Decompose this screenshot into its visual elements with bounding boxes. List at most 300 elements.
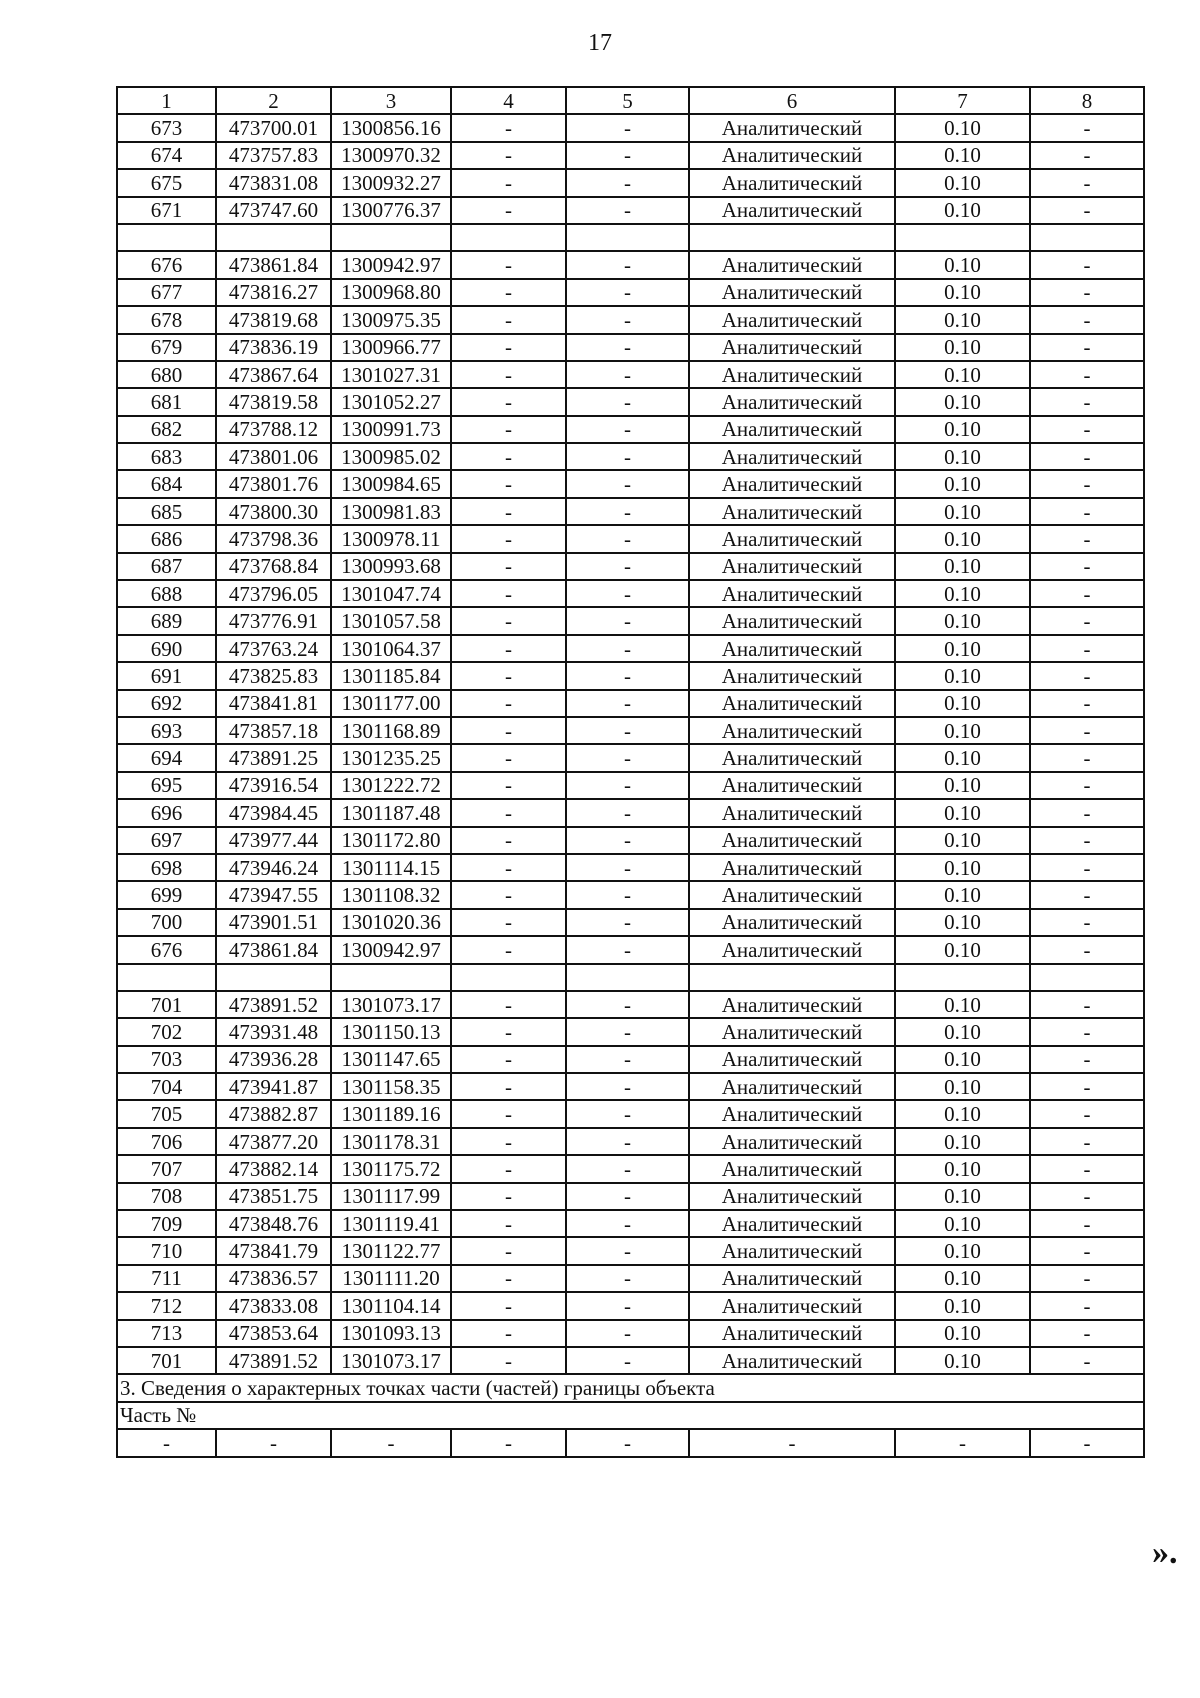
table-cell: Аналитический	[689, 388, 895, 415]
table-cell: 0.10	[895, 827, 1030, 854]
table-cell: 1300991.73	[331, 416, 451, 443]
table-cell: 473882.14	[216, 1155, 331, 1182]
table-cell: 0.10	[895, 388, 1030, 415]
coordinates-table	[116, 86, 1145, 1458]
table-cell: -	[1030, 1018, 1144, 1045]
table-cell: -	[1030, 991, 1144, 1018]
table-cell: Аналитический	[689, 251, 895, 278]
table-cell: -	[566, 361, 689, 388]
table-row	[117, 1347, 1144, 1374]
table-cell: -	[566, 690, 689, 717]
table-cell: 473861.84	[216, 936, 331, 963]
table-cell: 473947.55	[216, 881, 331, 908]
table-cell: 1301111.20	[331, 1265, 451, 1292]
table-cell: -	[566, 607, 689, 634]
table-cell	[331, 964, 451, 991]
table-cell: Аналитический	[689, 854, 895, 881]
table-cell: -	[451, 1292, 566, 1319]
table-cell: -	[451, 881, 566, 908]
table-cell: -	[689, 1429, 895, 1456]
table-cell: -	[117, 1429, 216, 1456]
table-cell: Аналитический	[689, 525, 895, 552]
table-cell: 473816.27	[216, 279, 331, 306]
table-cell: Аналитический	[689, 306, 895, 333]
table-cell: Аналитический	[689, 361, 895, 388]
table-cell: 694	[117, 744, 216, 771]
table-row	[117, 169, 1144, 196]
table-cell: -	[1030, 498, 1144, 525]
table-cell: 699	[117, 881, 216, 908]
table-cell: -	[566, 1100, 689, 1127]
table-cell: 1300966.77	[331, 334, 451, 361]
table-row	[117, 142, 1144, 169]
table-cell: -	[566, 1320, 689, 1347]
table-cell: 685	[117, 498, 216, 525]
table-cell: -	[451, 580, 566, 607]
table-cell: 1300942.97	[331, 936, 451, 963]
table-cell: Аналитический	[689, 416, 895, 443]
table-cell: Аналитический	[689, 1155, 895, 1182]
table-cell: 8	[1030, 87, 1144, 114]
table-cell: -	[566, 772, 689, 799]
table-cell: Аналитический	[689, 662, 895, 689]
table-cell: -	[566, 1073, 689, 1100]
table-cell: 706	[117, 1128, 216, 1155]
table-cell: -	[451, 553, 566, 580]
table-cell: 1301122.77	[331, 1237, 451, 1264]
table-cell: 0.10	[895, 169, 1030, 196]
table-cell: -	[1030, 662, 1144, 689]
table-cell: -	[566, 388, 689, 415]
table-row	[117, 827, 1144, 854]
table-cell	[451, 224, 566, 251]
table-cell: 0.10	[895, 909, 1030, 936]
table-cell: 0.10	[895, 498, 1030, 525]
table-cell: 1301172.80	[331, 827, 451, 854]
table-cell: -	[1030, 1265, 1144, 1292]
table-cell: 473882.87	[216, 1100, 331, 1127]
table-cell: 0.10	[895, 306, 1030, 333]
table-cell: -	[1030, 553, 1144, 580]
table-cell: 473763.24	[216, 635, 331, 662]
table-cell: -	[1030, 416, 1144, 443]
table-cell: 1301114.15	[331, 854, 451, 881]
table-cell: -	[451, 1429, 566, 1456]
table-cell: 0.10	[895, 1073, 1030, 1100]
table-cell: 0.10	[895, 416, 1030, 443]
table-cell: 676	[117, 251, 216, 278]
table-cell: 1300856.16	[331, 114, 451, 141]
table-cell: -	[451, 1046, 566, 1073]
table-cell: -	[1030, 388, 1144, 415]
table-cell: -	[566, 580, 689, 607]
table-cell: -	[1030, 1347, 1144, 1374]
table-cell: 1301073.17	[331, 991, 451, 1018]
table-cell: -	[1030, 1292, 1144, 1319]
empty-part-row	[117, 1429, 1144, 1456]
table-cell: -	[566, 1292, 689, 1319]
table-cell: Аналитический	[689, 1292, 895, 1319]
table-row	[117, 306, 1144, 333]
table-cell: -	[566, 909, 689, 936]
table-cell: -	[1030, 772, 1144, 799]
table-cell: 1	[117, 87, 216, 114]
table-cell: 473901.51	[216, 909, 331, 936]
table-cell: 0.10	[895, 991, 1030, 1018]
closing-quote-mark: ».	[1152, 1534, 1178, 1571]
table-cell: Аналитический	[689, 909, 895, 936]
table-cell: 1301093.13	[331, 1320, 451, 1347]
table-cell: 473857.18	[216, 717, 331, 744]
table-cell: -	[566, 1155, 689, 1182]
table-cell: Аналитический	[689, 1210, 895, 1237]
table-cell: 473836.57	[216, 1265, 331, 1292]
table-row	[117, 1128, 1144, 1155]
table-cell: 1300978.11	[331, 525, 451, 552]
table-row	[117, 1265, 1144, 1292]
table-cell: 1301104.14	[331, 1292, 451, 1319]
table-cell: 0.10	[895, 1265, 1030, 1292]
table-cell: Аналитический	[689, 114, 895, 141]
table-cell: Аналитический	[689, 334, 895, 361]
table-cell: -	[566, 1347, 689, 1374]
table-cell: 473931.48	[216, 1018, 331, 1045]
table-row	[117, 854, 1144, 881]
table-cell: -	[1030, 580, 1144, 607]
table-cell: -	[216, 1429, 331, 1456]
table-row	[117, 224, 1144, 251]
table-cell: -	[566, 1046, 689, 1073]
table-cell: 473831.08	[216, 169, 331, 196]
table-cell: 0.10	[895, 197, 1030, 224]
table-cell: 684	[117, 470, 216, 497]
table-cell: -	[566, 881, 689, 908]
table-cell: 473836.19	[216, 334, 331, 361]
table-row	[117, 690, 1144, 717]
table-cell: 0.10	[895, 717, 1030, 744]
table-row	[117, 1155, 1144, 1182]
table-row	[117, 744, 1144, 771]
table-cell: 701	[117, 991, 216, 1018]
table-cell	[1030, 964, 1144, 991]
table-cell: Аналитический	[689, 744, 895, 771]
table-cell: 693	[117, 717, 216, 744]
table-cell: -	[1030, 279, 1144, 306]
table-cell: 1300981.83	[331, 498, 451, 525]
table-cell: 1300985.02	[331, 443, 451, 470]
table-row	[117, 279, 1144, 306]
table-cell: -	[1030, 334, 1144, 361]
table-cell: 473941.87	[216, 1073, 331, 1100]
table-cell: -	[451, 854, 566, 881]
table-cell: -	[451, 690, 566, 717]
table-cell: -	[1030, 799, 1144, 826]
table-row	[117, 1100, 1144, 1127]
table-cell: -	[566, 251, 689, 278]
table-cell: 676	[117, 936, 216, 963]
table-cell: 473891.25	[216, 744, 331, 771]
table-cell: -	[451, 607, 566, 634]
table-cell: 0.10	[895, 1320, 1030, 1347]
column-number-row	[117, 87, 1144, 114]
table-cell: Аналитический	[689, 1046, 895, 1073]
table-cell: 1300968.80	[331, 279, 451, 306]
table-cell: 473788.12	[216, 416, 331, 443]
table-cell: 0.10	[895, 854, 1030, 881]
table-cell: -	[451, 388, 566, 415]
table-cell: -	[451, 443, 566, 470]
table-cell: 473747.60	[216, 197, 331, 224]
table-cell: 0.10	[895, 1183, 1030, 1210]
table-cell: -	[1030, 1237, 1144, 1264]
table-cell	[117, 224, 216, 251]
table-cell: -	[451, 1347, 566, 1374]
table-cell: 473819.68	[216, 306, 331, 333]
table-cell: 700	[117, 909, 216, 936]
table-cell: -	[331, 1429, 451, 1456]
table-cell	[689, 224, 895, 251]
table-cell: -	[1030, 827, 1144, 854]
table-cell: 0.10	[895, 279, 1030, 306]
table-cell: 3	[331, 87, 451, 114]
table-cell: -	[1030, 1128, 1144, 1155]
table-cell: 0.10	[895, 580, 1030, 607]
table-cell: -	[1030, 690, 1144, 717]
table-cell: 675	[117, 169, 216, 196]
table-cell	[566, 964, 689, 991]
table-cell: -	[1030, 142, 1144, 169]
table-cell: 683	[117, 443, 216, 470]
table-cell: 0.10	[895, 744, 1030, 771]
table-row	[117, 936, 1144, 963]
table-cell: 1301177.00	[331, 690, 451, 717]
section-title-row-text: 3. Сведения о характерных точках части (частей) границы объекта	[117, 1374, 1144, 1401]
table-cell: 1300984.65	[331, 470, 451, 497]
table-cell: 473825.83	[216, 662, 331, 689]
table-cell: -	[566, 662, 689, 689]
table-cell: 1301185.84	[331, 662, 451, 689]
table-cell: -	[451, 1128, 566, 1155]
table-cell: Аналитический	[689, 1237, 895, 1264]
table-cell: -	[451, 1155, 566, 1182]
table-cell: -	[1030, 1429, 1144, 1456]
table-cell: -	[451, 1073, 566, 1100]
table-cell: 473977.44	[216, 827, 331, 854]
table-cell: 0.10	[895, 635, 1030, 662]
table-cell: 0.10	[895, 799, 1030, 826]
table-cell: 673	[117, 114, 216, 141]
table-cell: 704	[117, 1073, 216, 1100]
table-cell: 0.10	[895, 142, 1030, 169]
table-cell: -	[451, 717, 566, 744]
table-cell: 0.10	[895, 525, 1030, 552]
table-cell: 0.10	[895, 443, 1030, 470]
table-cell: 1300975.35	[331, 306, 451, 333]
table-cell: 677	[117, 279, 216, 306]
table-cell: 697	[117, 827, 216, 854]
table-cell: Аналитический	[689, 1018, 895, 1045]
table-cell: 473833.08	[216, 1292, 331, 1319]
table-cell: -	[1030, 114, 1144, 141]
table-cell: -	[451, 197, 566, 224]
table-cell: -	[1030, 470, 1144, 497]
table-cell: 1301052.27	[331, 388, 451, 415]
table-cell: 473800.30	[216, 498, 331, 525]
table-cell: -	[1030, 1100, 1144, 1127]
table-row	[117, 553, 1144, 580]
table-cell: -	[1030, 1073, 1144, 1100]
table-cell: Аналитический	[689, 991, 895, 1018]
table-cell: 698	[117, 854, 216, 881]
table-cell: Аналитический	[689, 443, 895, 470]
table-cell: 473853.64	[216, 1320, 331, 1347]
table-row	[117, 251, 1144, 278]
table-cell: 702	[117, 1018, 216, 1045]
table-cell: -	[451, 1100, 566, 1127]
table-cell: -	[566, 1018, 689, 1045]
table-cell: 473984.45	[216, 799, 331, 826]
table-cell: Аналитический	[689, 607, 895, 634]
table-cell: 0.10	[895, 553, 1030, 580]
table-cell: 1301047.74	[331, 580, 451, 607]
table-cell: 473801.06	[216, 443, 331, 470]
table-cell: -	[566, 443, 689, 470]
table-cell	[566, 224, 689, 251]
table-row	[117, 525, 1144, 552]
table-cell: -	[566, 470, 689, 497]
table-row	[117, 772, 1144, 799]
table-cell: -	[451, 635, 566, 662]
part-label-row-text: Часть №	[117, 1402, 1144, 1429]
table-cell: -	[566, 1265, 689, 1292]
table-cell: 473891.52	[216, 991, 331, 1018]
table-cell: -	[1030, 361, 1144, 388]
table-cell: -	[566, 799, 689, 826]
table-row	[117, 717, 1144, 744]
table-cell: 473819.58	[216, 388, 331, 415]
table-cell: -	[1030, 936, 1144, 963]
table-cell: -	[451, 909, 566, 936]
table-cell: -	[566, 1237, 689, 1264]
table-cell: 473798.36	[216, 525, 331, 552]
table-cell: 1301158.35	[331, 1073, 451, 1100]
table-cell: 1301168.89	[331, 717, 451, 744]
table-cell: -	[451, 1320, 566, 1347]
table-cell: -	[451, 991, 566, 1018]
table-cell: 0.10	[895, 662, 1030, 689]
table-cell: 473946.24	[216, 854, 331, 881]
table-cell: Аналитический	[689, 1320, 895, 1347]
table-cell: -	[1030, 635, 1144, 662]
table-cell: 0.10	[895, 607, 1030, 634]
table-cell: -	[451, 114, 566, 141]
table-row	[117, 607, 1144, 634]
table-cell: 710	[117, 1237, 216, 1264]
table-cell: 5	[566, 87, 689, 114]
table-cell	[117, 964, 216, 991]
table-cell: 0.10	[895, 936, 1030, 963]
table-cell: -	[451, 169, 566, 196]
table-row	[117, 881, 1144, 908]
table-cell: Аналитический	[689, 279, 895, 306]
table-cell: 696	[117, 799, 216, 826]
table-cell: 473796.05	[216, 580, 331, 607]
part-label-row	[117, 1402, 1144, 1429]
table-cell: -	[1030, 251, 1144, 278]
table-cell: 0.10	[895, 1210, 1030, 1237]
table-cell: 4	[451, 87, 566, 114]
table-cell: 0.10	[895, 881, 1030, 908]
table-cell: 0.10	[895, 1100, 1030, 1127]
table-cell: 473851.75	[216, 1183, 331, 1210]
table-cell: -	[1030, 1320, 1144, 1347]
table-cell: -	[1030, 607, 1144, 634]
table-cell: 1300993.68	[331, 553, 451, 580]
table-cell: 0.10	[895, 1347, 1030, 1374]
table-row	[117, 388, 1144, 415]
table-cell: 1300970.32	[331, 142, 451, 169]
table-cell: 473801.76	[216, 470, 331, 497]
table-cell: Аналитический	[689, 1265, 895, 1292]
table-cell: 0.10	[895, 470, 1030, 497]
table-cell: -	[451, 416, 566, 443]
table-cell: 688	[117, 580, 216, 607]
table-cell: -	[451, 498, 566, 525]
table-cell: 1301064.37	[331, 635, 451, 662]
table-cell: -	[566, 334, 689, 361]
table-cell: Аналитический	[689, 142, 895, 169]
table-row	[117, 662, 1144, 689]
table-cell: 1301150.13	[331, 1018, 451, 1045]
table-cell: -	[566, 854, 689, 881]
table-cell: Аналитический	[689, 580, 895, 607]
table-cell: -	[566, 114, 689, 141]
table-cell: -	[451, 470, 566, 497]
table-cell: -	[1030, 169, 1144, 196]
table-cell: 2	[216, 87, 331, 114]
table-cell: 473848.76	[216, 1210, 331, 1237]
table-cell: 709	[117, 1210, 216, 1237]
table-cell: Аналитический	[689, 1073, 895, 1100]
table-cell: Аналитический	[689, 1183, 895, 1210]
table-cell: 692	[117, 690, 216, 717]
table-row	[117, 1073, 1144, 1100]
table-cell: 707	[117, 1155, 216, 1182]
table-cell: -	[566, 416, 689, 443]
table-cell: 0.10	[895, 1018, 1030, 1045]
table-row	[117, 443, 1144, 470]
table-cell: 708	[117, 1183, 216, 1210]
table-cell: -	[451, 1265, 566, 1292]
table-cell: 473936.28	[216, 1046, 331, 1073]
table-cell: -	[566, 279, 689, 306]
table-cell: -	[1030, 744, 1144, 771]
table-cell: 473776.91	[216, 607, 331, 634]
table-cell: 686	[117, 525, 216, 552]
table-row	[117, 1183, 1144, 1210]
table-cell: -	[1030, 717, 1144, 744]
table-cell: -	[451, 1237, 566, 1264]
table-row	[117, 361, 1144, 388]
table-cell: -	[895, 1429, 1030, 1456]
table-cell: -	[566, 936, 689, 963]
page-number: 17	[588, 30, 612, 56]
table-cell: Аналитический	[689, 470, 895, 497]
table-cell: 687	[117, 553, 216, 580]
table-cell: -	[451, 142, 566, 169]
table-cell: 1301057.58	[331, 607, 451, 634]
table-cell: -	[566, 169, 689, 196]
